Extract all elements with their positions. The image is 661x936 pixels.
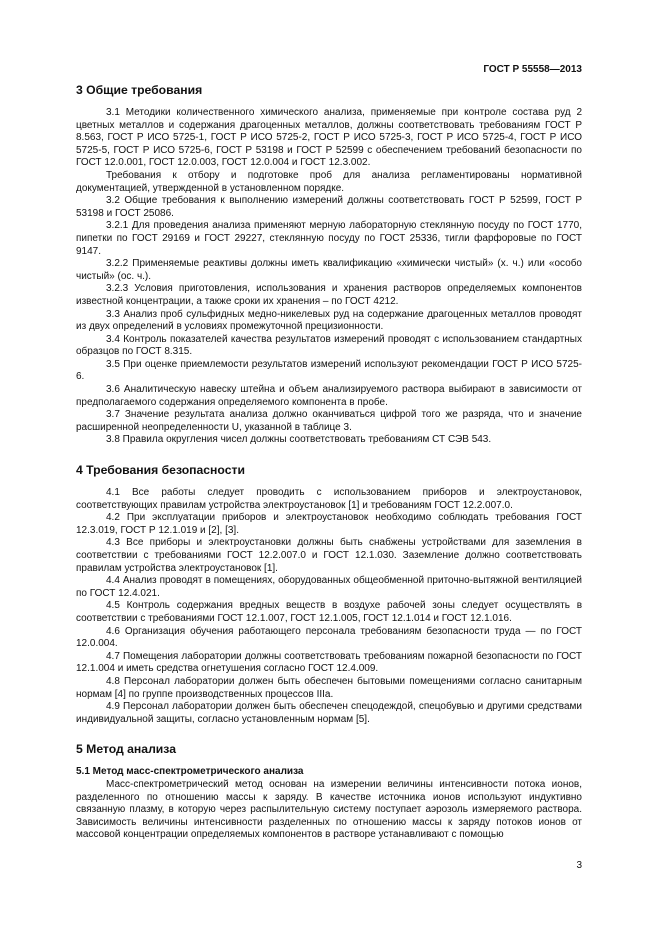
paragraph: 4.2 При эксплуатации приборов и электроустановок необходимо соблюдать требования ГОСТ 12.3.019, ГОСТ Р 12.1.019 и [2], [3]. (76, 512, 582, 536)
paragraph: 3.3 Анализ проб сульфидных медно-никелевых руд на содержание драгоценных металлов проводят из двух определений в условиях промежуточной прецизионности. (76, 308, 582, 333)
paragraph: 4.6 Организация обучения работающего персонала требованиям безопасности труда — по ГОСТ 12.0.004. (76, 625, 582, 650)
paragraph: 3.7 Значение результата анализа должно оканчиваться цифрой того же разряда, что и значение расширенной неопределенности U, указанной в таблице 3. (76, 409, 582, 433)
standard-code-header: ГОСТ Р 55558—2013 (483, 64, 582, 75)
section-5-title: 5 Метод анализа (76, 742, 176, 757)
paragraph: 4.5 Контроль содержания вредных веществ в воздухе рабочей зоны следует осуществлять в соответствии с требованиями ГОСТ 12.1.007, ГОСТ 12.1.005, ГОСТ 12.1.014 и ГОСТ 12.1.016. (76, 600, 582, 624)
paragraph: 4.7 Помещения лаборатории должны соответствовать требованиям пожарной безопасности по ГОСТ 12.1.004 и иметь средства огнетушения согласно ГОСТ 12.4.009. (76, 650, 582, 675)
section-4-body (76, 487, 582, 726)
paragraph: 4.1 Все работы следует проводить с использованием приборов и электроустановок, соответствующих правилам устройства электроустановок [1] и требованиям ГОСТ 12.2.007.0. (76, 487, 582, 511)
paragraph: 4.8 Персонал лаборатории должен быть обеспечен бытовыми помещениями согласно санитарным нормам [4] по группе производственных процессов IIIа. (76, 675, 582, 700)
paragraph: Масс-спектрометрический метод основан на измерении величины интенсивности потока ионов, разделенного по отношению массы к заряду. В качестве источника ионов используют индуктивно связанную плазму, в которую через распылительную систему поступает аэрозоль измеряемого раствора. Зависимость величины интенсивности разделенных по отношению массы к заряду потоков ионов от массовой концентрации определяемых компонентов в растворе устанавливают с помощью (76, 778, 582, 841)
section-5-body (76, 779, 582, 842)
paragraph: 3.2.3 Условия приготовления, использования и хранения растворов определяемых компонентов известной концентрации, а также сроки их хранения – по ГОСТ 4212. (76, 283, 582, 307)
paragraph: 3.4 Контроль показателей качества результатов измерений проводят с использованием стандартных образцов по ГОСТ 8.315. (76, 333, 582, 358)
paragraph: Требования к отбору и подготовке проб для анализа регламентированы нормативной документацией, утвержденной в установленном порядке. (76, 169, 582, 194)
section-3-title: 3 Общие требования (76, 83, 203, 97)
page-number: 3 (576, 860, 582, 871)
paragraph: 3.2 Общие требования к выполнению измерений должны соответствовать ГОСТ Р 52599, ГОСТ Р 53198 и ГОСТ 25086. (76, 195, 582, 219)
page-body (76, 83, 582, 842)
section-4-title: 4 Требования безопасности (76, 463, 245, 478)
paragraph: 3.8 Правила округления чисел должны соответствовать требованиям СТ СЭВ 543. (106, 434, 492, 446)
paragraph: 4.9 Персонал лаборатории должен быть обеспечен спецодеждой, спецобувью и другими средствами индивидуальной защиты, согласно установленным нормам [5]. (76, 701, 582, 725)
subsection-5-1-title: 5.1 Метод масс-спектрометрического анализа (76, 766, 304, 778)
paragraph: 4.3 Все приборы и электроустановки должны быть снабжены устройствами для заземления в соответствии с требованиями ГОСТ 12.2.007.0 и ГОСТ 12.1.030. Заземление должно соответствовать правилам устройства электроустановок [1]. (76, 537, 582, 574)
paragraph: 3.6 Аналитическую навеску штейна и объем анализируемого раствора выбирают в зависимости от предполагаемого содержания определяемого компонента в пробе. (76, 384, 582, 408)
paragraph: 3.1 Методики количественного химического анализа, применяемые при контроле состава руд 2 цветных металлов и содержания драгоценных металлов, должны соответствовать требованиям ГОСТ Р 8.563, ГОСТ Р ИСО 5725-1, ГОСТ Р ИСО 5725-2, ГОСТ Р ИСО 5725-3, ГОСТ Р ИСО 5725-4, ГОСТ Р ИСО 5725-5, ГОСТ Р ИСО 5725-6, ГОСТ Р 53198 и ГОСТ Р 52599 с обеспечением требований безопасности по ГОСТ 12.0.001, ГОСТ 12.0.003, ГОСТ 12.0.004 и ГОСТ 12.3.002. (76, 107, 582, 169)
paragraph: 3.2.1 Для проведения анализа применяют мерную лабораторную стеклянную посуду по ГОСТ 1770, пипетки по ГОСТ 29169 и ГОСТ 29227, стеклянную посуду по ГОСТ 25336, тигли фарфоровые по ГОСТ 9147. (76, 220, 582, 257)
section-3-body (76, 107, 582, 447)
paragraph: 3.5 При оценке приемлемости результатов измерений используют рекомендации ГОСТ Р ИСО 5725-6. (76, 358, 582, 383)
paragraph: 3.2.2 Применяемые реактивы должны иметь квалификацию «химически чистый» (х. ч.) или «особо чистый» (ос. ч.). (76, 258, 582, 282)
paragraph: 4.4 Анализ проводят в помещениях, оборудованных общеобменной приточно-вытяжной вентиляцией по ГОСТ 12.4.021. (76, 575, 582, 599)
